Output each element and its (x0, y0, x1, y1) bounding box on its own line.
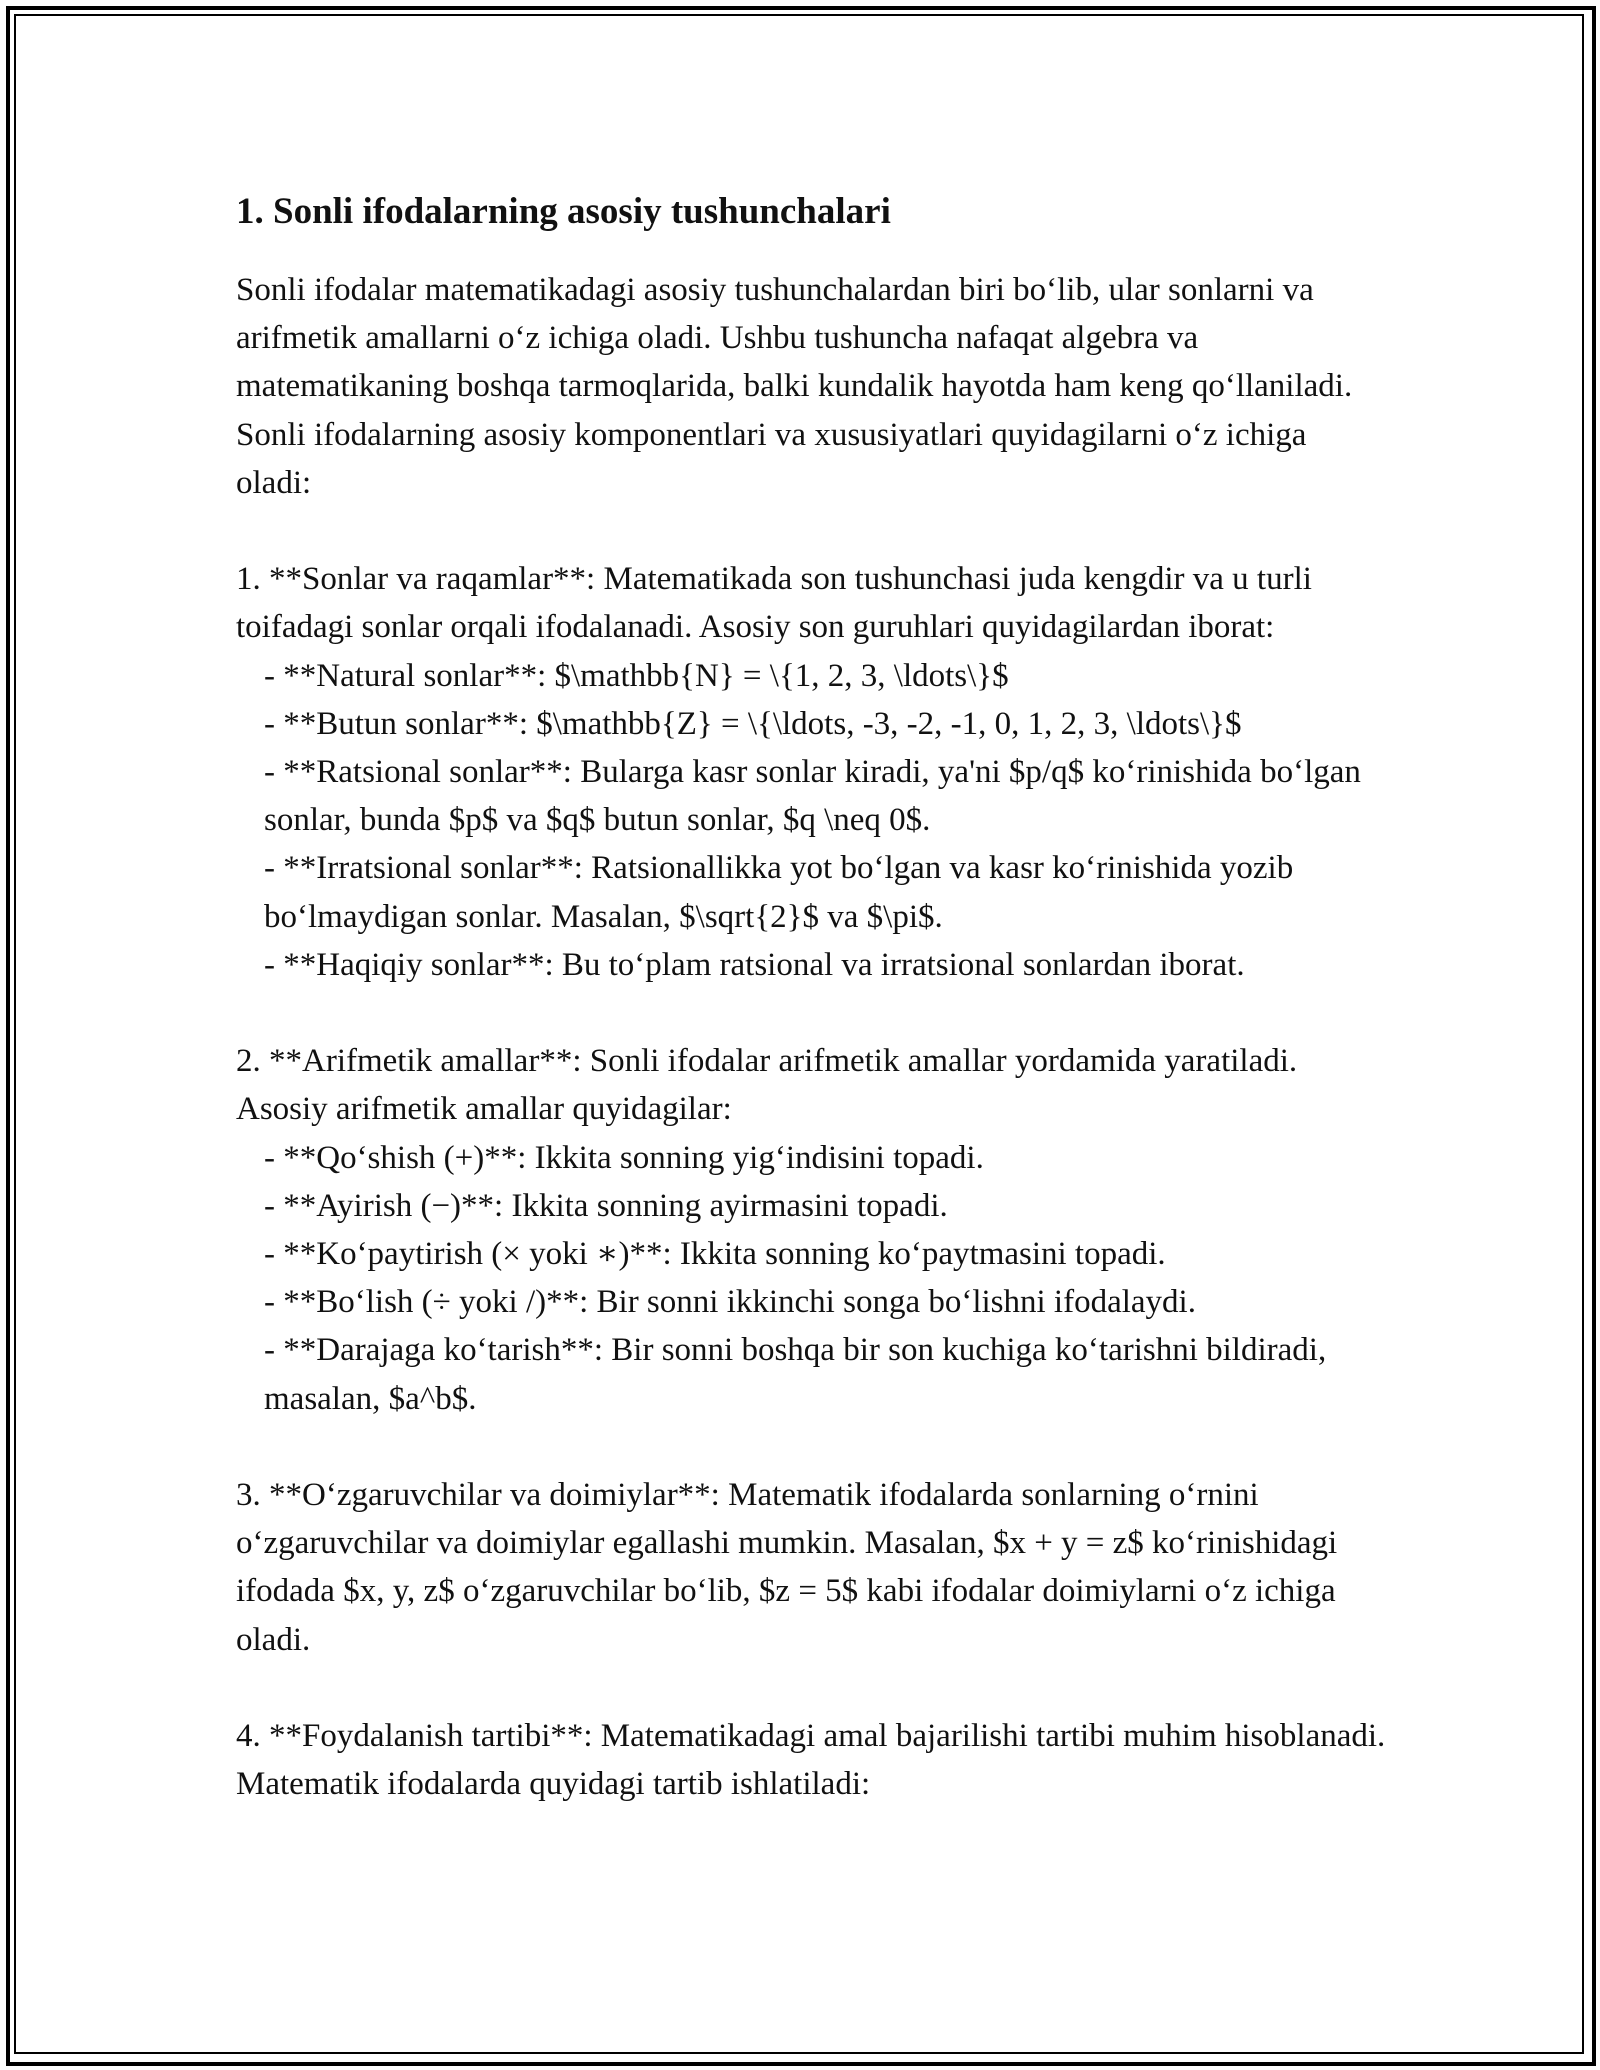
paragraph-gap (236, 989, 1386, 1037)
section-2-item: - **Bo‘lish (÷ yoki /)**: Bir sonni ikkinchi songa bo‘lishni ifodalaydi. (264, 1284, 1196, 1321)
paragraph-gap (236, 1423, 1386, 1471)
section-heading: 1. Sonli ifodalarning asosiy tushunchalari (236, 191, 891, 232)
section-2-item: - **Darajaga ko‘tarish**: Bir sonni boshqa bir son kuchiga ko‘tarishni bildiradi, masalan, $a^b$. (264, 1332, 1327, 1417)
section-1-item: - **Natural sonlar**: $\mathbb{N} = \{1, 2, 3, \ldots\}$ (264, 657, 1009, 694)
paragraph-gap (236, 507, 1386, 555)
section-2-item: - **Ayirish (−)**: Ikkita sonning ayirmasini topadi. (264, 1187, 948, 1224)
section-2-item: - **Ko‘paytirish (× yoki ∗)**: Ikkita sonning ko‘paytmasini topadi. (264, 1236, 1166, 1273)
section-1-item: - **Irratsional sonlar**: Ratsionallikka yot bo‘lgan va kasr ko‘rinishida yozib bo‘lmaydigan sonlar. Masalan, $\sqrt{2}$ va $\pi$. (264, 850, 1294, 935)
intro-paragraph: Sonli ifodalar matematikadagi asosiy tushunchalardan biri bo‘lib, ular sonlarni va arifmetik amallarni o‘z ichiga oladi. Ushbu tushuncha nafaqat algebra va matematikaning boshqa tarmoqlarida, balki kundalik hayotda ham keng qo‘llaniladi. Sonli ifodalarning asosiy komponentlari va xususiyatlari quyidagilarni o‘z ichiga oladi: (236, 272, 1353, 501)
section-2-title: 2. **Arifmetik amallar**: Sonli ifodalar arifmetik amallar yordamida yaratiladi. Asosiy arifmetik amallar quyidagilar: (236, 1043, 1298, 1128)
paragraph-gap (236, 1664, 1386, 1712)
section-2-item: - **Qo‘shish (+)**: Ikkita sonning yig‘indisini topadi. (264, 1139, 984, 1176)
section-3-title: 3. **O‘zgaruvchilar va doimiylar**: Matematik ifodalarda sonlarning o‘rnini o‘zgaruvchilar va doimiylar egallashi mumkin. Masalan, $x + y = z$ ko‘rinishidagi ifodada $x, y, z$ o‘zgaruvchilar bo‘lib, $z = 5$ kabi ifodalar doimiylarni o‘z ichiga oladi. (236, 1477, 1338, 1658)
document-page (236, 186, 1386, 1808)
section-1-title: 1. **Sonlar va raqamlar**: Matematikada son tushunchasi juda kengdir va u turli toifadagi sonlar orqali ifodalanadi. Asosiy son guruhlari quyidagilardan iborat: (236, 561, 1312, 646)
section-1-item: - **Ratsional sonlar**: Bularga kasr sonlar kiradi, ya'ni $p/q$ ko‘rinishida bo‘lgan sonlar, bunda $p$ va $q$ butun sonlar, $q \neq 0$. (264, 754, 1361, 839)
section-1-item: - **Haqiqiy sonlar**: Bu to‘plam ratsional va irratsional sonlardan iborat. (264, 946, 1245, 983)
section-1-item: - **Butun sonlar**: $\mathbb{Z} = \{\ldots, -3, -2, -1, 0, 1, 2, 3, \ldots\}$ (264, 705, 1242, 742)
section-4-title: 4. **Foydalanish tartibi**: Matematikadagi amal bajarilishi tartibi muhim hisoblanadi. Matematik ifodalarda quyidagi tartib ishlatiladi: (236, 1718, 1386, 1803)
